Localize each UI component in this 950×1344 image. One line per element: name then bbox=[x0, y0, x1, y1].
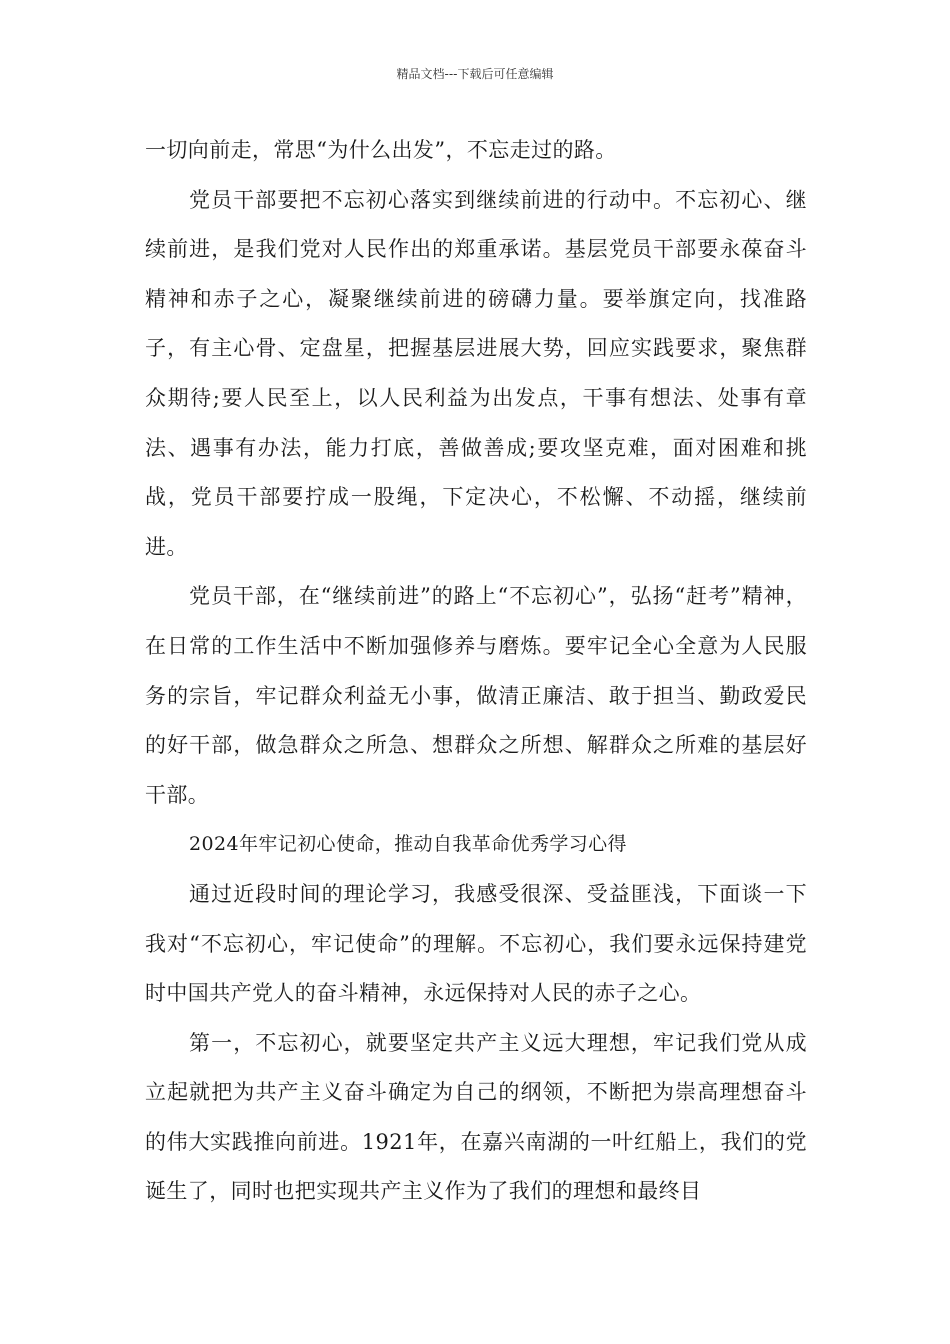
paragraph-4: 通过近段时间的理论学习，我感受很深、受益匪浅，下面谈一下我对“不忘初心，牢记使命”的理解。不忘初心，我们要永远保持建党时中国共产党人的奋斗精神，永远保持对人民的赤子之心。 bbox=[145, 881, 807, 1006]
paragraph-3: 党员干部，在“继续前进”的路上“不忘初心”，弘扬“赶考”精神，在日常的工作生活中不断加强修养与磨炼。要牢记全心全意为人民服务的宗旨，牢记群众利益无小事，做清正廉洁、敢于担当、勤政爱民的好干部，做急群众之所急、想群众之所想、解群众之所难的基层好干部。 bbox=[145, 584, 807, 807]
page-header: 精品文档---下载后可任意编辑 bbox=[396, 67, 554, 81]
section-title: 2024年牢记初心使命，推动自我革命优秀学习心得 bbox=[189, 833, 627, 856]
paragraph-2: 党员干部要把不忘初心落实到继续前进的行动中。不忘初心、继续前进，是我们党对人民作出的郑重承诺。基层党员干部要永葆奋斗精神和赤子之心，凝聚继续前进的磅礴力量。要举旗定向，找准路子，有主心骨、定盘星，把握基层进展大势，回应实践要求，聚焦群众期待;要人民至上，以人民利益为出发点，干事有想法、处事有章法、遇事有办法，能力打底，善做善成;要攻坚克难，面对困难和挑战，党员干部要拧成一股绳，下定决心，不松懈、不动摇，继续前进。 bbox=[145, 187, 807, 559]
paragraph-1: 一切向前走，常思“为什么出发”，不忘走过的路。 bbox=[145, 138, 617, 162]
paragraph-5: 第一，不忘初心，就要坚定共产主义远大理想，牢记我们党从成立起就把为共产主义奋斗确定为自己的纲领，不断把为崇高理想奋斗的伟大实践推向前进。1921年，在嘉兴南湖的一叶红船上，我们的党诞生了，同时也把实现共产主义作为了我们的理想和最终目 bbox=[145, 1030, 807, 1204]
document-body bbox=[145, 126, 807, 1217]
